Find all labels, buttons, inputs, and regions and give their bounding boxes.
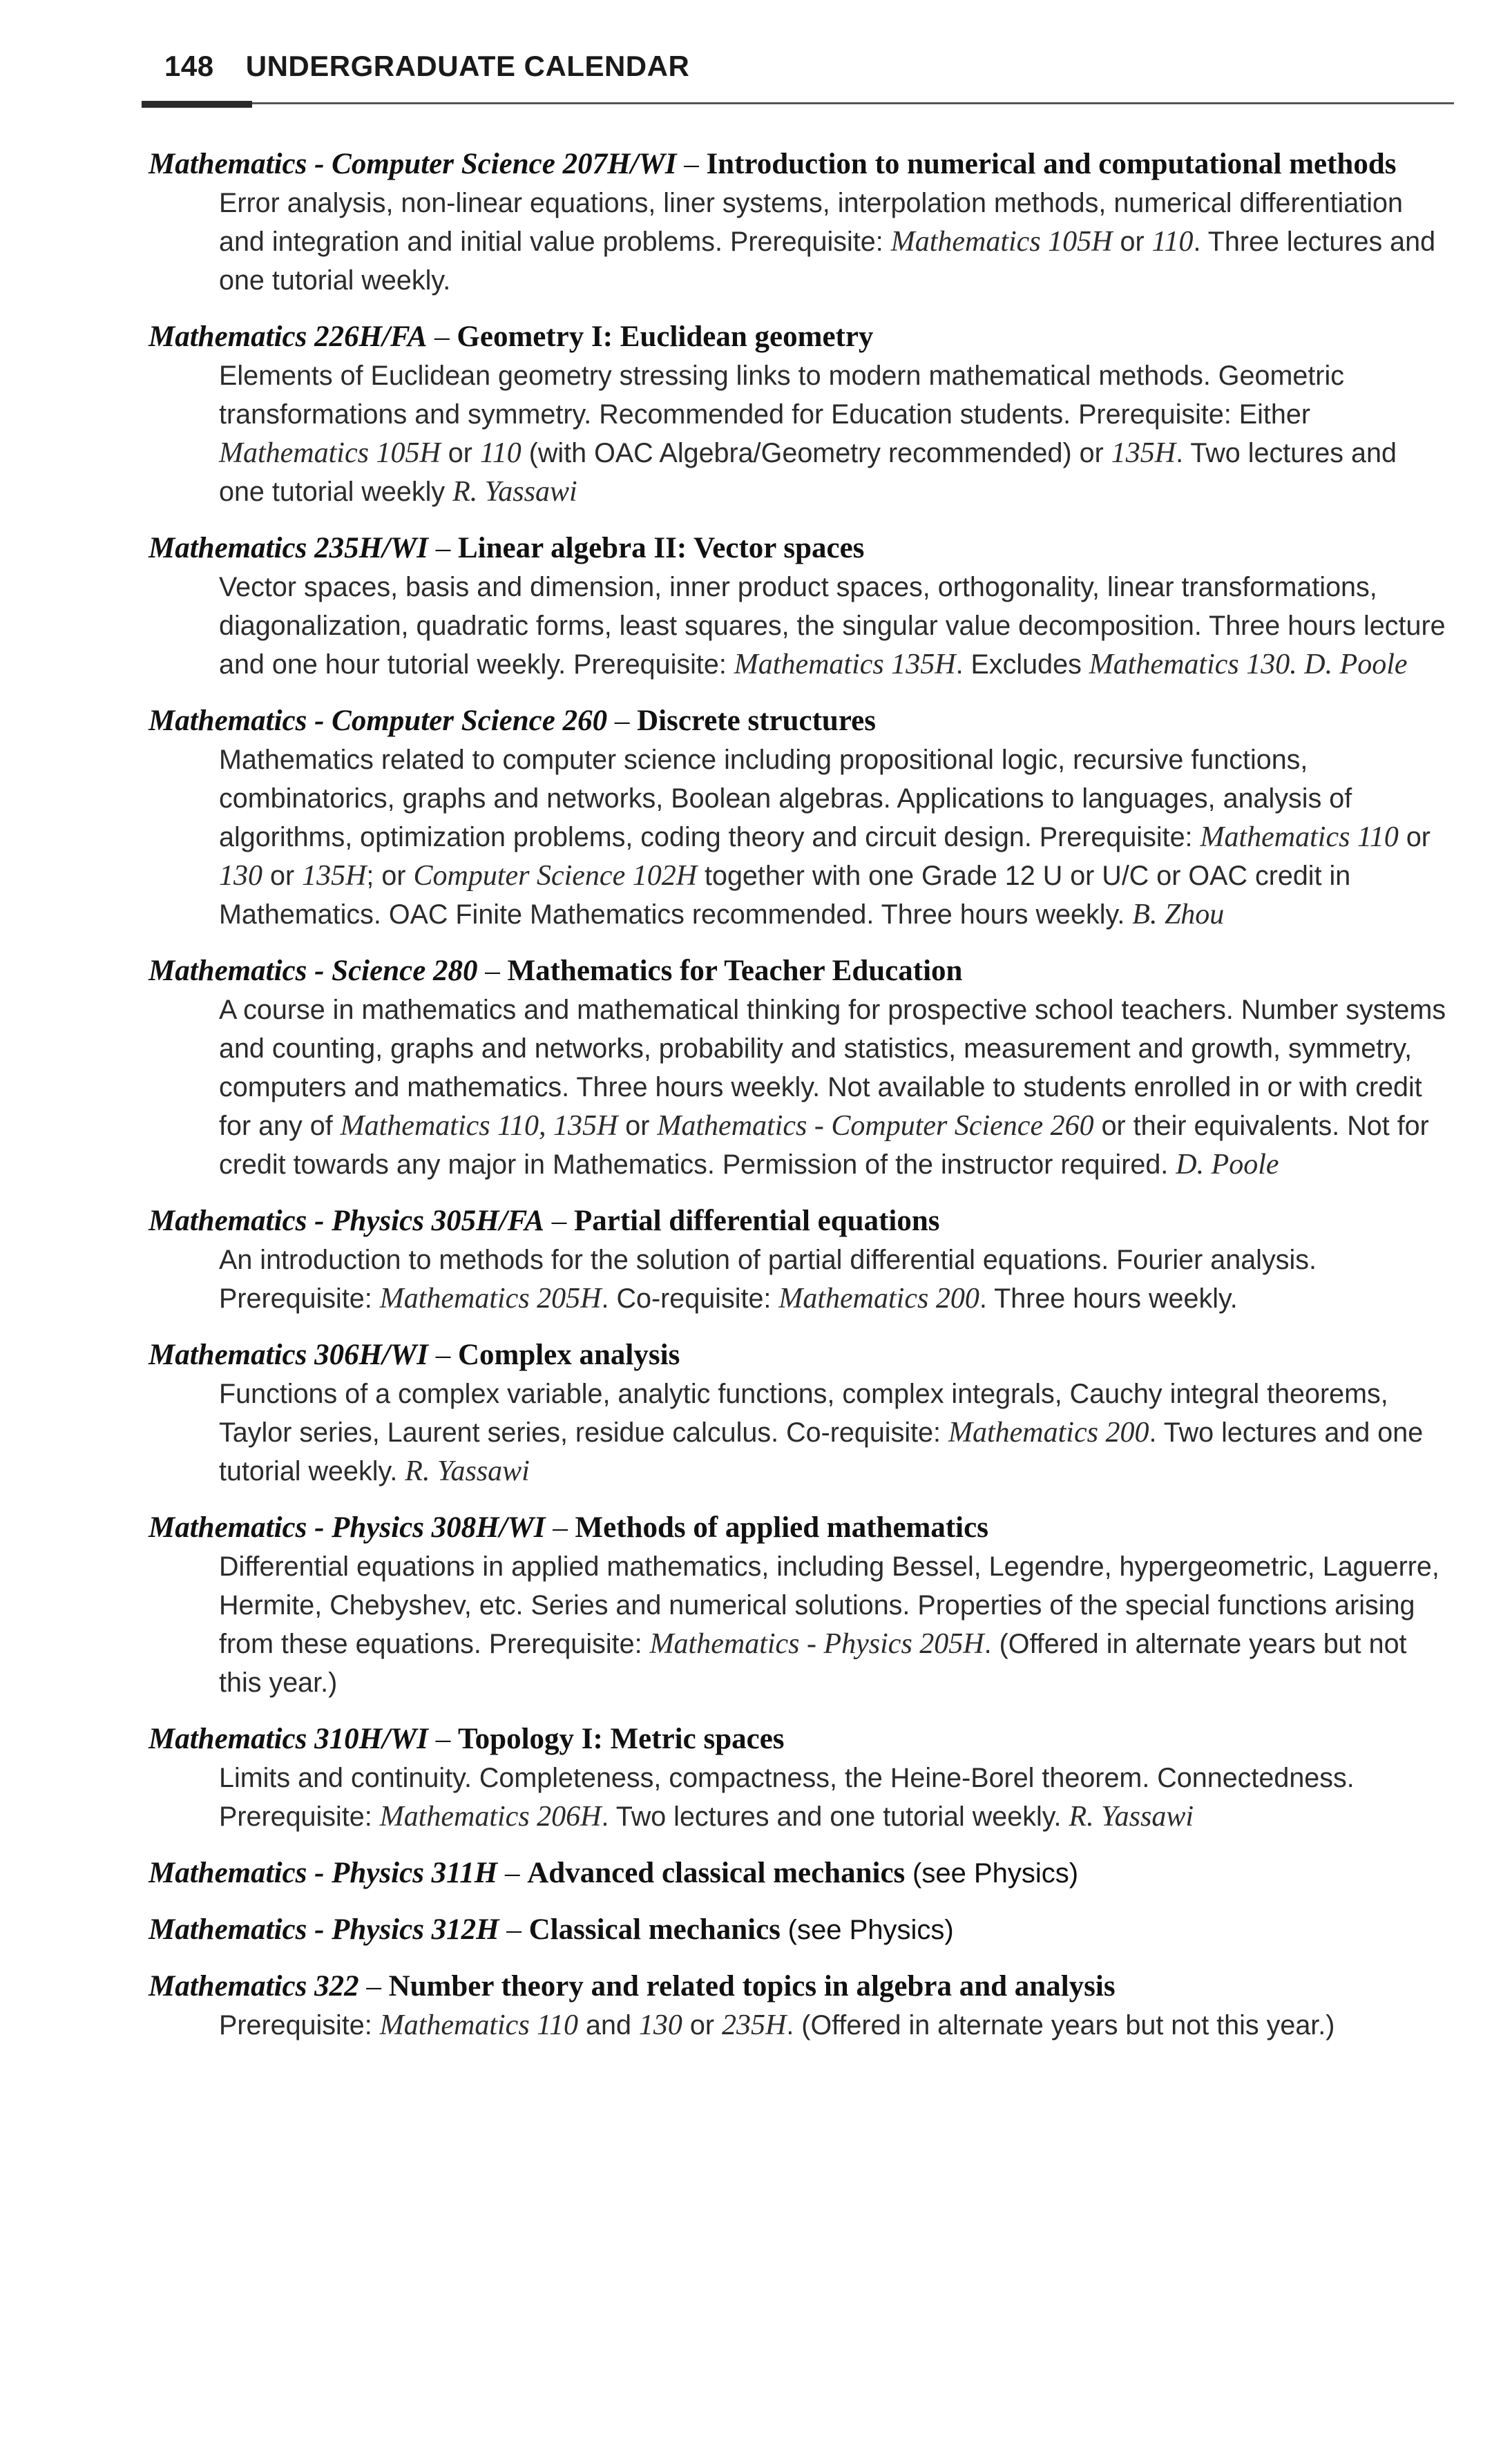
course-description	[219, 2006, 1447, 2045]
description-text: ; or	[366, 861, 414, 891]
description-text: . (Offered in alternate years but not this year.)	[786, 2010, 1335, 2041]
course-description	[219, 1375, 1447, 1491]
course-title: Geometry I: Euclidean geometry	[457, 321, 874, 353]
course-entry	[149, 1336, 1447, 1491]
description-text: . Three hours weekly.	[979, 1283, 1238, 1314]
header-rule	[142, 102, 1454, 104]
course-heading: Mathematics 322 – Number theory and related topics in algebra and analysis	[149, 1970, 1116, 2003]
course-heading: Mathematics - Physics 305H/FA – Partial differential equations	[149, 1205, 940, 1237]
course-reference: Mathematics 110, 135H	[340, 1110, 618, 1142]
description-text: and	[578, 2010, 639, 2041]
course-reference: Mathematics 110	[1200, 821, 1399, 853]
course-entry	[149, 1854, 1447, 1893]
course-heading: Mathematics - Physics 308H/WI – Methods of applied mathematics	[149, 1511, 988, 1544]
course-code: Mathematics - Physics 311H	[149, 1857, 498, 1889]
course-reference: Computer Science 102H	[413, 860, 698, 892]
description-text: . Co-requisite:	[601, 1283, 779, 1314]
course-code: Mathematics 306H/WI	[149, 1339, 428, 1371]
course-code: Mathematics - Physics 308H/WI	[149, 1511, 546, 1544]
course-entry	[149, 529, 1447, 684]
section-title: UNDERGRADUATE CALENDAR	[245, 50, 690, 82]
course-code: Mathematics - Physics 305H/FA	[149, 1205, 544, 1237]
course-entry	[149, 1202, 1447, 1318]
course-title: Topology I: Metric spaces	[457, 1723, 785, 1755]
course-title: Partial differential equations	[573, 1205, 940, 1237]
course-reference: R. Yassawi	[405, 1455, 530, 1487]
description-text: or their equivalents. Not for credit towards any major in Mathematics. Permission of the instructor required.	[219, 1111, 1429, 1180]
course-reference: Mathematics 130. D. Poole	[1089, 649, 1408, 680]
description-text: An introduction to methods for the solution of partial differential equations. Fourier analysis. Prerequisite:	[219, 1245, 1317, 1314]
course-description	[219, 1241, 1447, 1318]
course-reference: Mathematics - Physics 205H	[649, 1628, 984, 1660]
course-reference: 135H	[1111, 437, 1176, 469]
course-code: Mathematics 226H/FA	[149, 321, 428, 353]
course-reference: 235H	[722, 2009, 787, 2041]
course-entry	[149, 1967, 1447, 2045]
course-heading: Mathematics - Physics 311H – Advanced classical mechanics (see Physics)	[149, 1857, 1079, 1889]
course-entry	[149, 952, 1447, 1184]
description-text: or	[1398, 822, 1430, 852]
course-description	[219, 740, 1447, 934]
course-entry	[149, 318, 1447, 511]
course-code: Mathematics - Physics 312H	[149, 1913, 499, 1946]
description-text: . Two lectures and one tutorial weekly.	[219, 1417, 1424, 1487]
course-title: Complex analysis	[457, 1339, 680, 1371]
description-text: or	[618, 1111, 658, 1141]
course-entry	[149, 145, 1447, 300]
description-text: Prerequisite:	[219, 2010, 380, 2041]
header-rule-accent	[142, 101, 252, 108]
course-code: Mathematics 322	[149, 1970, 359, 2003]
course-reference: Mathematics 200	[948, 1417, 1149, 1449]
course-reference: R. Yassawi	[452, 476, 577, 508]
course-entry	[149, 1720, 1447, 1836]
course-reference: 135H	[302, 860, 367, 892]
course-note: (see Physics)	[912, 1858, 1079, 1889]
description-text: Mathematics related to computer science including propositional logic, recursive functions, combinatorics, graphs and networks, Boolean algebras. Applications to languages, analysis of algorithms, optimization problems, coding theory and circuit design. Prerequisite:	[219, 745, 1352, 852]
course-reference: Mathematics - Computer Science 260	[657, 1110, 1094, 1142]
description-text: . Three lectures and one tutorial weekly.	[219, 227, 1436, 296]
course-heading: Mathematics - Computer Science 260 – Discrete structures	[149, 705, 876, 737]
description-text: Limits and continuity. Completeness, compactness, the Heine-Borel theorem. Connectedness. Prerequisite:	[219, 1763, 1355, 1832]
course-code: Mathematics - Science 280	[149, 955, 478, 987]
course-title: Introduction to numerical and computational methods	[706, 148, 1397, 180]
course-title: Linear algebra II: Vector spaces	[457, 532, 865, 564]
course-description	[219, 568, 1447, 684]
course-reference: Mathematics 105H	[219, 437, 441, 469]
course-note: (see Physics)	[787, 1915, 954, 1945]
course-code: Mathematics 310H/WI	[149, 1723, 428, 1755]
description-text: . (Offered in alternate years but not this year.)	[219, 1629, 1407, 1698]
course-heading: Mathematics - Computer Science 207H/WI – Introduction to numerical and computational methods	[149, 148, 1397, 180]
description-text: Differential equations in applied mathematics, including Bessel, Legendre, hypergeometric, Laguerre, Hermite, Chebyshev, etc. Series and numerical solutions. Properties of the special functions arising from these equations. Prerequisite:	[219, 1551, 1439, 1659]
course-reference: 130	[638, 2009, 682, 2041]
course-heading: Mathematics 310H/WI – Topology I: Metric spaces	[149, 1723, 785, 1755]
course-title: Mathematics for Teacher Education	[507, 955, 963, 987]
description-text: . Two lectures and one tutorial weekly.	[601, 1802, 1069, 1832]
description-text: . Excludes	[955, 649, 1089, 680]
course-title: Discrete structures	[637, 705, 876, 737]
course-heading: Mathematics 226H/FA – Geometry I: Euclidean geometry	[149, 321, 874, 353]
page-number: 148	[164, 50, 214, 82]
course-description	[219, 1547, 1447, 1702]
course-heading: Mathematics - Physics 312H – Classical mechanics (see Physics)	[149, 1913, 954, 1946]
course-reference: Mathematics 200	[778, 1283, 979, 1315]
course-code: Mathematics 235H/WI	[149, 532, 428, 564]
description-text: (with OAC Algebra/Geometry recommended) or	[521, 438, 1111, 468]
course-reference: Mathematics 205H	[379, 1283, 602, 1315]
course-title: Number theory and related topics in algebra and analysis	[388, 1970, 1116, 2003]
description-text: together with one Grade 12 U or U/C or OAC credit in Mathematics. OAC Finite Mathematics recommended. Three hours weekly.	[219, 861, 1351, 930]
course-reference: 110	[1151, 226, 1194, 258]
description-text: Error analysis, non-linear equations, liner systems, interpolation methods, numerical differentiation and integration and initial value problems. Prerequisite:	[219, 188, 1403, 257]
course-code: Mathematics - Computer Science 260	[149, 705, 608, 737]
course-reference: Mathematics 105H	[890, 226, 1113, 258]
description-text: Functions of a complex variable, analytic functions, complex integrals, Cauchy integral theorems, Taylor series, Laurent series, residue calculus. Co-requisite:	[219, 1379, 1388, 1448]
course-title: Methods of applied mathematics	[575, 1511, 988, 1544]
description-text: Elements of Euclidean geometry stressing links to modern mathematical methods. Geometric transformations and symmetry. Recommended for Education students. Prerequisite: Either	[219, 361, 1344, 430]
description-text: or	[1112, 227, 1152, 257]
description-text: Vector spaces, basis and dimension, inner product spaces, orthogonality, linear transformations, diagonalization, quadratic forms, least squares, the singular value decomposition. Three hours lecture and one hour tutorial weekly. Prerequisite:	[219, 572, 1446, 680]
course-code: Mathematics - Computer Science 207H/WI	[149, 148, 677, 180]
description-text: . Two lectures and one tutorial weekly	[219, 438, 1397, 507]
course-reference: R. Yassawi	[1069, 1801, 1194, 1833]
course-reference: 130	[219, 860, 262, 892]
course-entry	[149, 702, 1447, 934]
description-text: A course in mathematics and mathematical thinking for prospective school teachers. Number systems and counting, graphs and networks, probability and statistics, measurement and growth, symmetry, computers and mathematics. Three hours weekly. Not available to students enrolled in or with credit for any of	[219, 995, 1446, 1141]
course-title: Advanced classical mechanics	[527, 1857, 906, 1889]
course-description	[219, 1759, 1447, 1836]
course-reference: Mathematics 110	[379, 2009, 579, 2041]
course-description	[219, 184, 1447, 300]
course-list	[149, 145, 1447, 2063]
description-text: or	[682, 2010, 722, 2041]
course-entry	[149, 1911, 1447, 1949]
course-reference: 110	[479, 437, 521, 469]
description-text: or	[440, 438, 480, 468]
course-reference: B. Zhou	[1132, 899, 1225, 930]
course-title: Classical mechanics	[528, 1913, 781, 1946]
course-reference: Mathematics 135H	[734, 649, 956, 680]
course-heading: Mathematics 235H/WI – Linear algebra II: Vector spaces	[149, 532, 865, 564]
course-entry	[149, 1509, 1447, 1702]
description-text: or	[262, 861, 303, 891]
course-description	[219, 356, 1447, 511]
course-description	[219, 991, 1447, 1184]
page-header	[164, 50, 689, 83]
course-heading: Mathematics - Science 280 – Mathematics for Teacher Education	[149, 955, 963, 987]
course-reference: D. Poole	[1176, 1149, 1279, 1181]
course-heading: Mathematics 306H/WI – Complex analysis	[149, 1339, 680, 1371]
course-reference: Mathematics 206H	[379, 1801, 602, 1833]
